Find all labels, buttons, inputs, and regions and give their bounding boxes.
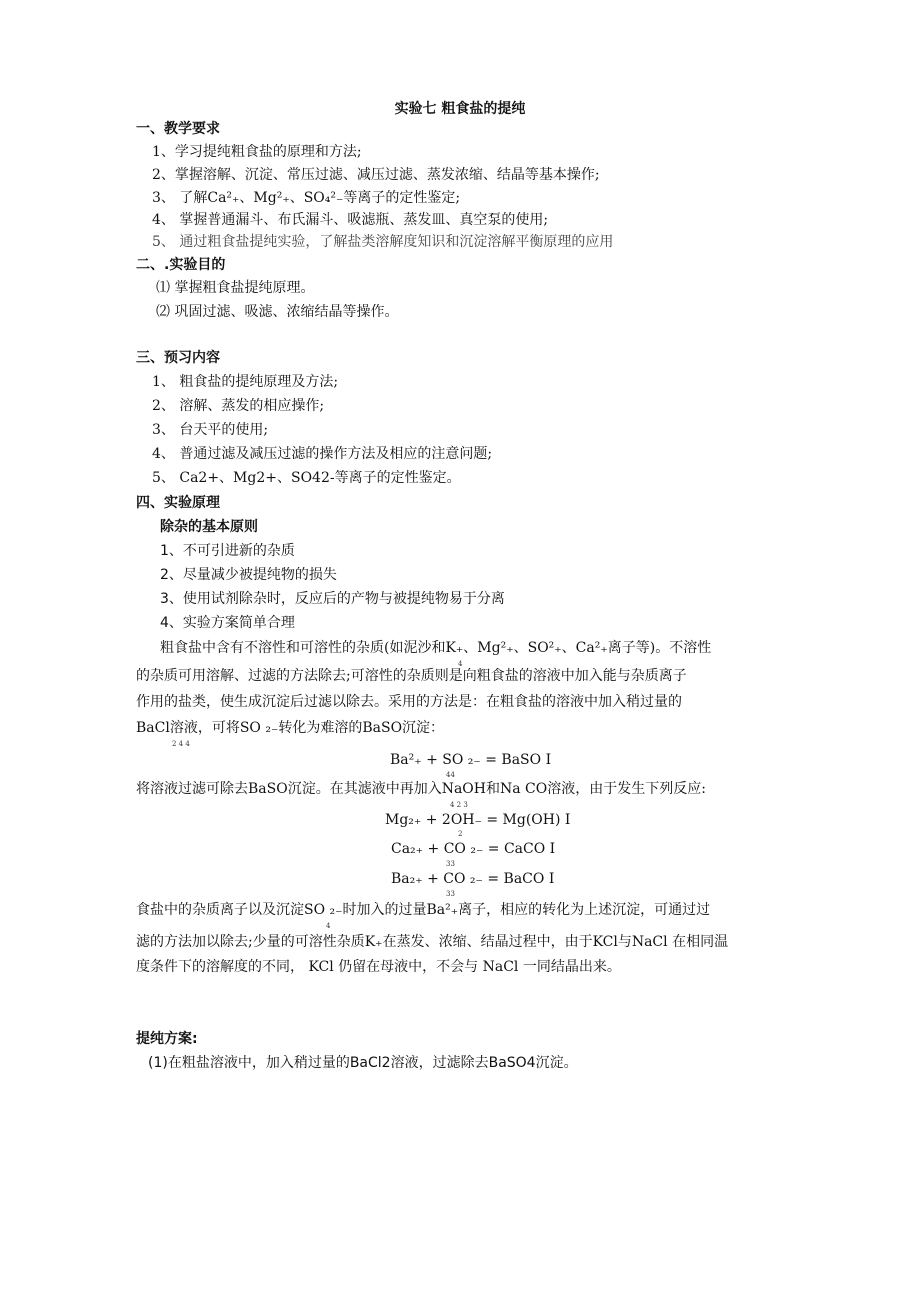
- subscript-marker: 4: [458, 660, 463, 668]
- section-heading-purpose: 二、.实验目的: [136, 257, 226, 273]
- principle-paragraph-line: 的杂质可用溶解、过滤的方法除去;可溶性的杂质则是向粗食盐的溶液中加入能与杂质离子: [136, 668, 687, 684]
- principle-paragraph-line: 将溶液过滤可除去BaSO沉淀。在其滤液中再加入NaOH和Na CO溶液，由于发生下列反应:: [136, 781, 706, 797]
- section-heading-scheme: 提纯方案:: [136, 1031, 198, 1047]
- purpose-item: ⑴ 掌握粗食盐提纯原理。: [156, 280, 315, 296]
- teaching-item: 3、 了解Ca²₊、Mg²₊、SO₄²₋等离子的定性鉴定;: [152, 190, 461, 206]
- subscript-marker: 33: [446, 890, 455, 898]
- equation-barium-carbonate: Ba₂₊ + CO ₂₋ = BaCO I: [391, 871, 555, 887]
- principle-paragraph-line: 食盐中的杂质离子以及沉淀SO ₂₋时加入的过量Ba²₊离子，相应的转化为上述沉淀，可通过过: [136, 902, 711, 918]
- principle-paragraph-line: 粗食盐中含有不溶性和可溶性的杂质(如泥沙和K₊、Mg²₊、SO²₊、Ca²₊离子等)。不溶性: [160, 640, 712, 656]
- principle-rule: 3、使用试剂除杂时，反应后的产物与被提纯物易于分离: [160, 591, 505, 607]
- scheme-item: (1)在粗盐溶液中，加入稍过量的BaCl2溶液，过滤除去BaSO4沉淀。: [148, 1055, 578, 1071]
- preview-item: 3、 台天平的使用;: [152, 422, 269, 438]
- principle-rule: 4、实验方案简单合理: [160, 615, 295, 631]
- purpose-item: ⑵ 巩固过滤、吸滤、浓缩结晶等操作。: [156, 304, 399, 320]
- principle-rule: 1、不可引进新的杂质: [160, 543, 295, 559]
- preview-item: 5、 Ca2+、Mg2+、SO42-等离子的定性鉴定。: [152, 470, 461, 486]
- teaching-item: 1、学习提纯粗食盐的原理和方法;: [152, 144, 362, 160]
- subscript-marker: 44: [446, 771, 455, 779]
- equation-magnesium-hydroxide: Mg₂₊ + 2OH₋ = Mg(OH) I: [385, 812, 571, 828]
- section-heading-preview: 三、预习内容: [136, 350, 220, 366]
- subscript-marker: 4 2 3: [450, 801, 468, 809]
- principle-subheading: 除杂的基本原则: [160, 519, 258, 535]
- teaching-item: 4、 掌握普通漏斗、布氏漏斗、吸滤瓶、蒸发皿、真空泵的使用;: [152, 212, 549, 228]
- equation-barium-sulfate: Ba²₊ + SO ₂₋ = BaSO I: [390, 752, 552, 768]
- subscript-marker: 4: [326, 922, 331, 930]
- principle-paragraph-line: BaCl溶液，可将SO ₂₋转化为难溶的BaSO沉淀：: [136, 720, 445, 736]
- subscript-marker: 2: [458, 830, 463, 838]
- equation-calcium-carbonate: Ca₂₊ + CO ₂₋ = CaCO I: [391, 841, 556, 857]
- teaching-item: 2、掌握溶解、沉淀、常压过滤、减压过滤、蒸发浓缩、结晶等基本操作;: [152, 167, 600, 183]
- document-title: 实验七 粗食盐的提纯: [394, 101, 526, 117]
- principle-paragraph-line: 作用的盐类，使生成沉淀后过滤以除去。采用的方法是：在粗食盐的溶液中加入稍过量的: [136, 694, 682, 710]
- preview-item: 2、 溶解、蒸发的相应操作;: [152, 398, 325, 414]
- subscript-marker: 2 4 4: [172, 740, 190, 748]
- principle-paragraph-line: 滤的方法加以除去;少量的可溶性杂质K₊在蒸发、浓缩、结晶过程中，由于KCl与NaCl 在相同温: [136, 934, 729, 950]
- teaching-item: 5、 通过粗食盐提纯实验，了解盐类溶解度知识和沉淀溶解平衡原理的应用: [152, 234, 614, 250]
- preview-item: 4、 普通过滤及减压过滤的操作方法及相应的注意问题;: [152, 446, 493, 462]
- section-heading-teaching: 一、教学要求: [136, 121, 220, 137]
- principle-rule: 2、尽量减少被提纯物的损失: [160, 567, 337, 583]
- principle-paragraph-line: 度条件下的溶解度的不同， KCl 仍留在母液中，不会与 NaCl 一同结晶出来。: [136, 959, 621, 975]
- section-heading-principle: 四、实验原理: [136, 495, 220, 511]
- preview-item: 1、 粗食盐的提纯原理及方法;: [152, 374, 339, 390]
- subscript-marker: 33: [446, 860, 455, 868]
